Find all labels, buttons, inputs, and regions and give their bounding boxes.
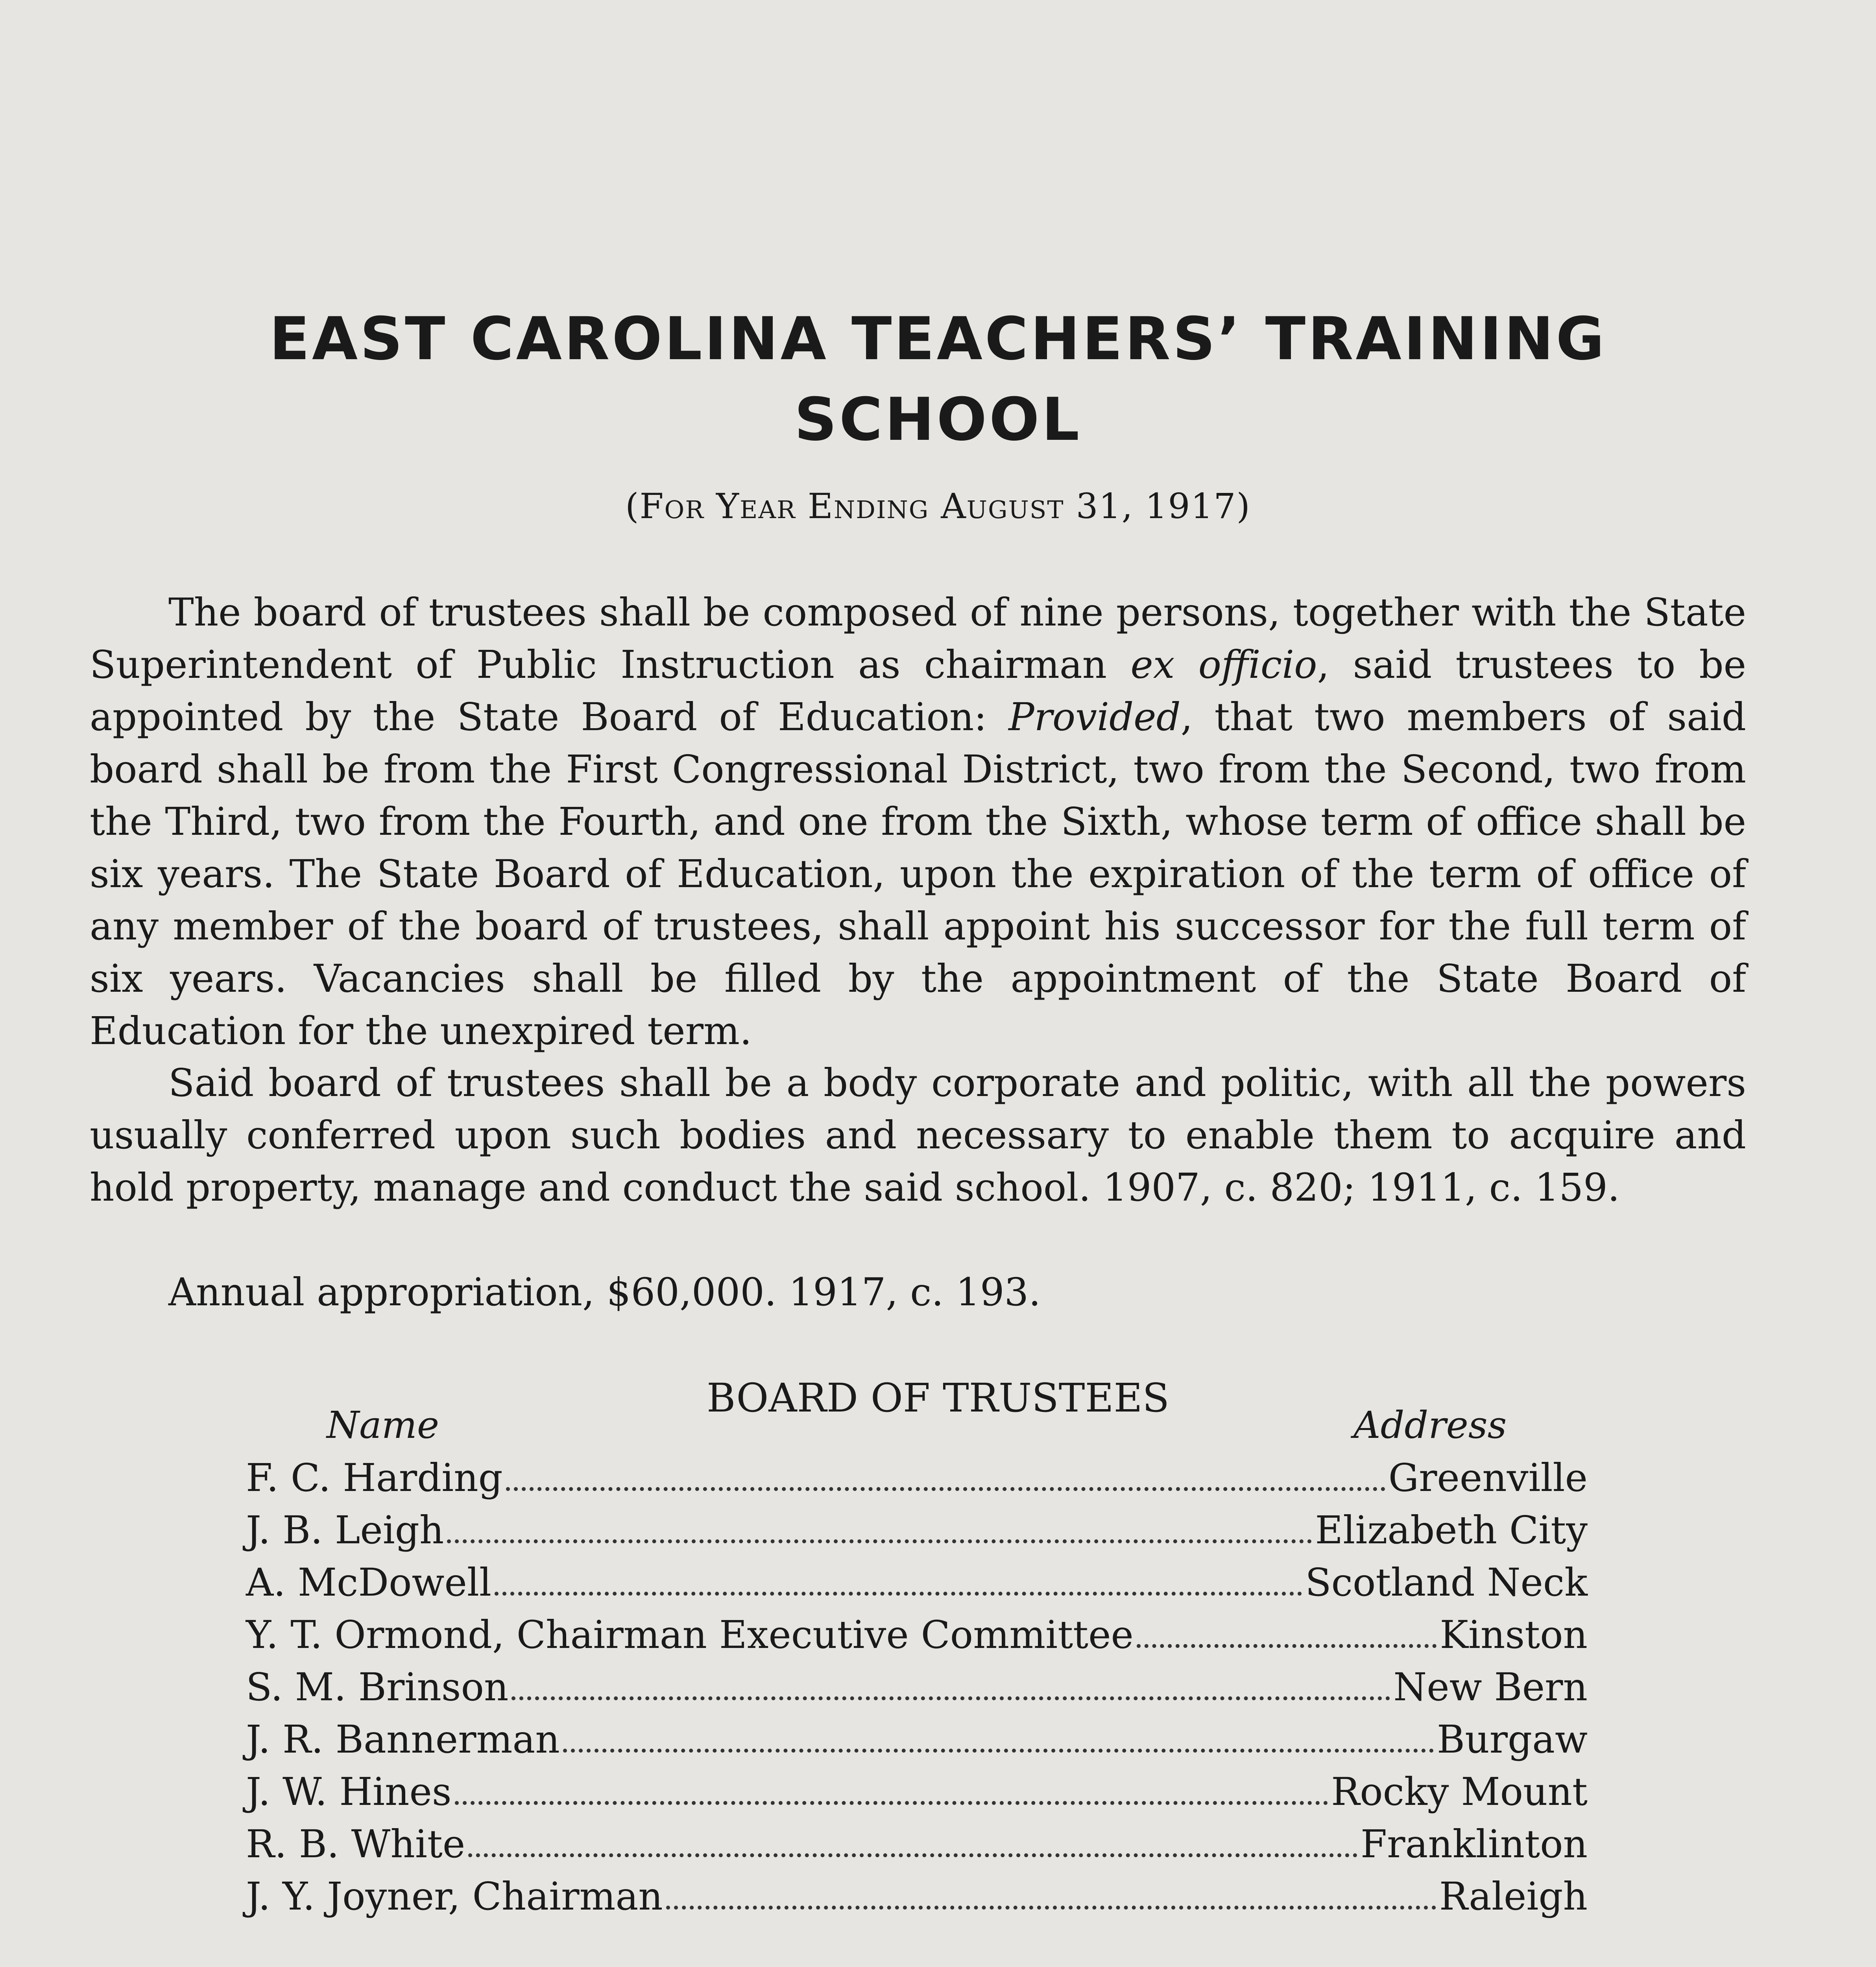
page-title-line2: SCHOOL	[794, 386, 1082, 454]
trustee-address: Scotland Neck	[1305, 1560, 1588, 1605]
leader-dots	[468, 1853, 1357, 1857]
para2-text: Said board of trustees shall be a body corporate and politic, with all the powers usually conferred upon such bodies and necessary to enable them to acquire and hold property, manage and conduct the said school. 1907, c. 820; 1911, c. 159.	[90, 1061, 1746, 1210]
paragraph-board-composition	[90, 586, 1746, 1057]
trustee-name: A. McDowell	[246, 1560, 492, 1605]
trustee-address: Kinston	[1440, 1613, 1588, 1657]
trustee-name: J. R. Bannerman	[246, 1717, 560, 1762]
trustee-name-header: Name	[327, 1404, 439, 1447]
trustee-row	[246, 1717, 1588, 1770]
trustee-name: S. M. Brinson	[246, 1665, 509, 1709]
trustee-address: Burgaw	[1437, 1717, 1588, 1762]
trustee-address: Franklinton	[1360, 1822, 1588, 1866]
trustee-name: J. Y. Joyner, Chairman	[246, 1874, 663, 1919]
para1-provided: Provided	[1008, 695, 1181, 739]
trustee-address: Elizabeth City	[1315, 1508, 1588, 1552]
leader-dots	[666, 1906, 1436, 1910]
trustee-row	[246, 1456, 1588, 1508]
trustee-row	[246, 1770, 1588, 1822]
trustee-name: Y. T. Ormond, Chairman Executive Committee	[246, 1613, 1134, 1657]
leader-dots	[511, 1696, 1390, 1700]
trustee-row	[246, 1508, 1588, 1560]
paragraph-appropriation	[90, 1266, 1746, 1318]
trustee-row	[246, 1613, 1588, 1665]
trustee-name: F. C. Harding	[246, 1456, 503, 1500]
para1-part1: The board of trustees shall be composed of nine persons, together with the State Superintendent of Public Instruction as chairman	[90, 590, 1746, 687]
trustee-address: Greenville	[1388, 1456, 1588, 1500]
board-of-trustees-heading: BOARD OF TRUSTEES	[707, 1375, 1169, 1421]
trustee-address: Rocky Mount	[1331, 1770, 1588, 1814]
page-title-line1: EAST CAROLINA TEACHERS’ TRAINING	[269, 305, 1607, 373]
trustee-list	[246, 1456, 1588, 1926]
trustee-row	[246, 1874, 1588, 1926]
para1-part2: , said trustees to be appointed by the State Board of Education:	[90, 642, 1747, 739]
leader-dots	[1137, 1644, 1437, 1648]
trustee-address: New Bern	[1393, 1665, 1588, 1709]
trustee-row	[246, 1822, 1588, 1874]
leader-dots	[447, 1539, 1312, 1543]
trustee-name: R. B. White	[246, 1822, 465, 1866]
trustee-address-header: Address	[1353, 1404, 1507, 1447]
trustee-name: J. W. Hines	[246, 1770, 452, 1814]
trustee-row	[246, 1560, 1588, 1613]
leader-dots	[495, 1592, 1302, 1596]
paragraph-body-corporate	[90, 1057, 1746, 1214]
appropriation-text: Annual appropriation, $60,000. 1917, c. 193.	[168, 1270, 1041, 1314]
leader-dots	[563, 1749, 1434, 1753]
leader-dots	[506, 1487, 1385, 1491]
page-subtitle: (For Year Ending August 31, 1917)	[625, 486, 1251, 526]
para1-part3: , that two members of said board shall be from the First Congressional District, two from the Second, two from the Third, two from the Fourth, and one from the Sixth, whose term of office shall be six years. The State Board of Education, upon the expiration of the term of office of any member of the board of trustees, shall appoint his successor for the full term of six years. Vacancies shall be filled by the appointment of the State Board of Education for the unexpired term.	[90, 695, 1746, 1053]
trustee-row	[246, 1665, 1588, 1717]
leader-dots	[455, 1801, 1328, 1805]
trustee-address: Raleigh	[1439, 1874, 1588, 1919]
para1-ex-officio: ex officio	[1130, 642, 1317, 687]
trustee-name: J. B. Leigh	[246, 1508, 444, 1552]
